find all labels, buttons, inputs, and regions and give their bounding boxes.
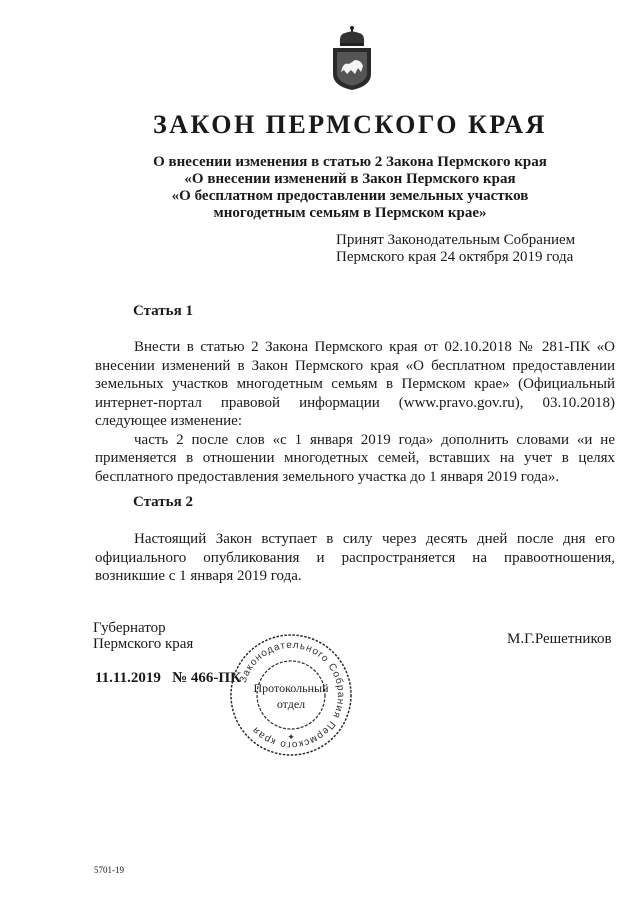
stamp-center-line: Протокольный xyxy=(253,681,329,695)
article-1-paragraph: часть 2 после слов «с 1 января 2019 года» дополнить словами «и не применяется в отношении многодетных семей, вставших на учет в целях бесплатного предоставления земельного участка до 1 января 2019 года». xyxy=(95,431,615,485)
law-date-number: 11.11.2019 № 466-ПК xyxy=(95,670,241,686)
document-subtitle xyxy=(100,154,600,222)
document-title: ЗАКОН ПЕРМСКОГО КРАЯ xyxy=(153,110,547,139)
governor-name: М.Г.Решетников xyxy=(507,631,612,647)
document-code: 5701-19 xyxy=(94,865,124,875)
subtitle-line: многодетным семьям в Пермском крае» xyxy=(213,205,487,221)
stamp-center-line: отдел xyxy=(276,697,306,711)
governor-title-line: Пермского края xyxy=(93,636,194,652)
governor-title xyxy=(93,620,193,652)
adoption-line: Пермского края 24 октября 2019 года xyxy=(336,249,574,265)
article-2-heading: Статья 2 xyxy=(133,494,193,510)
adoption-note xyxy=(336,232,575,266)
stamp-star-icon: ✦ xyxy=(287,732,295,742)
article-1-body xyxy=(95,338,615,486)
governor-title-line: Губернатор xyxy=(93,620,166,636)
article-2-body xyxy=(95,530,615,586)
stamp-seal xyxy=(228,632,354,758)
article-1-paragraph: Внести в статью 2 Закона Пермского края от 02.10.2018 № 281-ПК «О внесении изменений в Закон Пермского края «О бесплатном предоставлении земельных участков многодетным семьям в Пермском крае» (Официальный интернет-портал правовой информации (www.pravo.gov.ru), 03.10.2018) следующее изменение: xyxy=(95,339,615,429)
subtitle-line: «О бесплатном предоставлении земельных участков xyxy=(171,188,529,204)
subtitle-line: «О внесении изменений в Закон Пермского края xyxy=(184,171,516,187)
subtitle-line: О внесении изменения в статью 2 Закона Пермского края xyxy=(153,154,547,170)
adoption-line: Принят Законодательным Собранием xyxy=(336,232,576,248)
article-2-paragraph: Настоящий Закон вступает в силу через десять дней после дня его официального опубликования и распространяется на правоотношения, возникшие с 1 января 2019 года. xyxy=(95,531,615,584)
coat-of-arms-icon xyxy=(327,24,377,90)
stamp-ring-text: Законодательного Собрания Пермского края xyxy=(237,639,347,751)
article-1-heading: Статья 1 xyxy=(133,303,193,319)
